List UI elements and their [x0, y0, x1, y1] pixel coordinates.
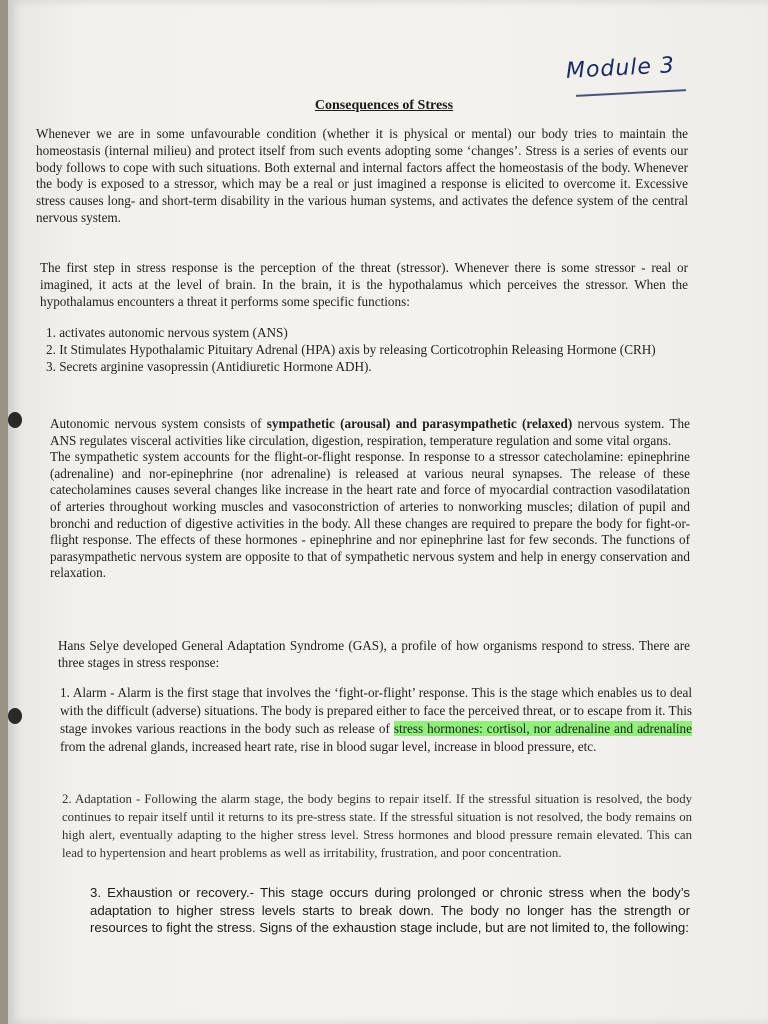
page-title: Consequences of Stress [314, 98, 454, 113]
intro-paragraph: Whenever we are in some unfavourable condition (whether it is physical or mental) our body tries to maintain the homeostasis (internal milieu) and protect itself from such events adopting some ‘changes’. Stress is a series of events our body follows to cope with such situations. Both external and internal factors affect the homeostasis of the body. Whenever the body is exposed to a stressor, which may be a real or just imagined a response is elicited to overcome it. Excessive stress causes long- and short-term disability in the various human systems, and activates the defence system of the central nervous system. [36, 126, 688, 225]
sympathetic-paragraph: The sympathetic system accounts for the flight-or-flight response. In response to a stressor catecholamine: epinephrine (adrenaline) and nor-epinephrine (nor adrenaline) is released at various neural synapses. The release of these catecholamines causes several changes like increase in the heart rate and force of myocardial contraction vasodilatation of arteries throughout working muscles and vasoconstriction of arteries to nonworking muscles; dilation of pupil and bronchi and reduction of digestive activities in the body. All these changes are required to prepare the body for fight-or-flight response. The effects of these hormones - epinephrine and nor epinephrine last for few seconds. The functions of parasympathetic nervous system are opposite to that of sympathetic nervous system and help in energy conservation and relaxation. [50, 449, 690, 581]
ans-text-start: Autonomic nervous system consists of [50, 416, 267, 431]
list-item: 3. Secrets arginine vasopressin (Antidiuretic Hormone ADH). [46, 359, 372, 374]
gas-paragraph: Hans Selye developed General Adaptation Syndrome (GAS), a profile of how organisms respond to stress. There are three stages in stress response: [58, 638, 690, 670]
hypothalamus-functions-list [46, 324, 690, 375]
exhaustion-paragraph: 3. Exhaustion or recovery.- This stage occurs during prolonged or chronic stress when the body’s adaptation to higher stress levels starts to break down. The body no longer has the strength or resources to fight the stress. Signs of the exhaustion stage include, but are not limited to, the following: [90, 885, 690, 936]
list-item: 1. activates autonomic nervous system (ANS) [46, 325, 288, 340]
adaptation-paragraph: 2. Adaptation - Following the alarm stage, the body begins to repair itself. If the stressful situation is resolved, the body continues to repair itself until it returns to its pre-stress state. If the stressful situation is not resolved, the body remains on high alert, eventually adapting to the higher stress level. Stress hormones and blood pressure remain elevated. This can lead to hypertension and heart problems as well as irritability, frustration, and poor concentration. [62, 792, 692, 860]
list-item: 2. It Stimulates Hypothalamic Pituitary Adrenal (HPA) axis by releasing Corticotrophin Releasing Hormone (CRH) [46, 342, 656, 357]
alarm-paragraph [60, 684, 692, 756]
ans-paragraph [50, 416, 690, 449]
ans-text-end: nervous system. The ANS regulates visceral activities like circulation, digestion, respiration, temperature regulation and some vital organs. [50, 416, 690, 448]
punch-hole [8, 708, 22, 724]
highlighted-text: stress hormones: cortisol, nor adrenaline and adrenaline [393, 721, 692, 736]
first-step-paragraph: The first step in stress response is the perception of the threat (stressor). Whenever there is some stressor - real or imagined, it acts at the level of brain. In the brain, it is the hypothalamus which perceives the stressor. When the hypothalamus encounters a threat it performs some specific functions: [40, 260, 688, 309]
handwritten-module-note: Module 3 [565, 53, 676, 84]
ans-bold-term: sympathetic (arousal) and parasympathetic (relaxed) [266, 416, 573, 431]
alarm-text-end: from the adrenal glands, increased heart rate, rise in blood sugar level, increase in blood pressure, etc. [60, 739, 597, 754]
alarm-text-start: 1. Alarm - Alarm is the first stage that involves the ‘fight-or-flight’ response. This is the stage which enables us to deal with the difficult (adverse) situations. The body is prepared either to face the perceived threat, or to escape from it. This stage invokes various reactions in the body such as release of [60, 685, 692, 736]
ans-section [50, 416, 690, 582]
punch-hole [8, 412, 22, 428]
